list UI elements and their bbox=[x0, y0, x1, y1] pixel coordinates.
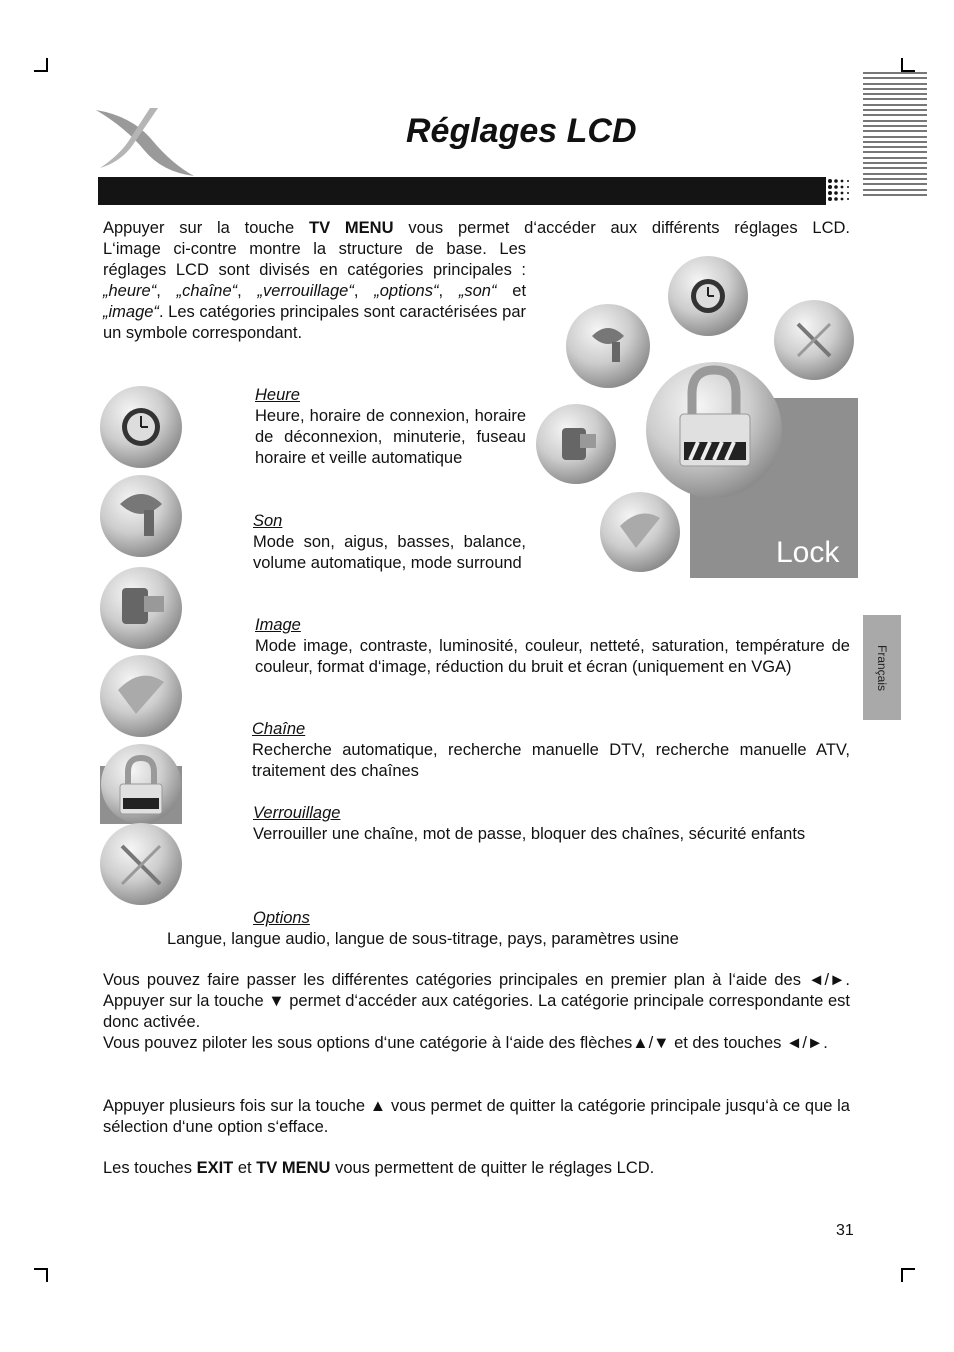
menu-structure-diagram bbox=[532, 256, 858, 578]
category-title: Son bbox=[253, 512, 283, 530]
category-icon-column bbox=[98, 384, 184, 908]
sub-options-paragraph: Vous pouvez piloter les sous options d‘une catégorie à l‘aide des flèches▲/▼ et des touches ◄/►. bbox=[103, 1034, 828, 1052]
intro-p2-et: et bbox=[512, 282, 527, 300]
clock-icon bbox=[100, 386, 182, 468]
intro-p2-options: „options“ bbox=[374, 282, 439, 300]
category-heure bbox=[255, 385, 526, 469]
intro-p2-son: „son“ bbox=[458, 282, 497, 300]
tv-menu-key: TV MENU bbox=[256, 1159, 331, 1177]
intro-paragraph: L‘image ci-contre montre la structure de base. Les réglages LCD sont divisés en catégories principales : „heure“, „chaîne“, „verrouillage“, „options“, „son“ et „image“. Les catégories principales sont caractérisées par un symbole correspondant. bbox=[103, 240, 527, 342]
category-options bbox=[253, 908, 850, 929]
page-number: 31 bbox=[836, 1222, 854, 1239]
crop-mark-bottom-right bbox=[901, 1268, 915, 1282]
lock-label: Lock bbox=[776, 536, 840, 569]
crop-mark-top-left bbox=[34, 58, 48, 72]
category-chaine bbox=[252, 719, 850, 782]
category-verrouillage bbox=[253, 803, 850, 845]
exit-category-paragraph: Appuyer plusieurs fois sur la touche ▲ vous permet de quitter la catégorie principale jusqu‘à ce que la sélection d‘une option s‘efface. bbox=[103, 1097, 850, 1136]
category-image bbox=[255, 615, 850, 678]
category-title: Heure bbox=[255, 386, 300, 404]
language-tab bbox=[863, 615, 901, 720]
intro-p2-text-end: . Les catégories principales sont caractérisées par un symbole correspondant. bbox=[103, 303, 526, 342]
intro-p2-heure: „heure“ bbox=[103, 282, 157, 300]
padlock-icon bbox=[100, 744, 182, 824]
category-title: Image bbox=[255, 616, 301, 634]
crop-mark-bottom-left bbox=[34, 1268, 48, 1282]
intro-p2-verrouillage: „verrouillage“ bbox=[257, 282, 354, 300]
category-description: Mode image, contraste, luminosité, couleur, netteté, saturation, température de couleur, format d‘image, réduction du bruit et écran (uniquement en VGA) bbox=[255, 637, 850, 676]
tv-menu-key: TV MENU bbox=[309, 219, 394, 237]
intro-text: Appuyer sur la touche bbox=[103, 219, 295, 237]
page-title: Réglages LCD bbox=[406, 112, 637, 150]
category-description: Recherche automatique, recherche manuelle DTV, recherche manuelle ATV, traitement des chaînes bbox=[252, 741, 850, 780]
navigation-paragraph: Vous pouvez faire passer les différentes catégories principales en premier plan à l‘aide des ◄/►. Appuyer sur la touche ▼ permet d‘accéder aux catégories. La catégorie principale correspondante est donc activée. bbox=[103, 971, 850, 1031]
brand-logo bbox=[92, 106, 196, 180]
category-description: Heure, horaire de connexion, horaire de déconnexion, minuterie, fuseau horaire et veille automatique bbox=[255, 407, 526, 467]
category-title: Options bbox=[253, 909, 310, 927]
decorative-stripes bbox=[863, 72, 927, 200]
exit-text-et: et bbox=[237, 1159, 252, 1177]
camera-icon bbox=[100, 567, 182, 649]
category-description: Verrouiller une chaîne, mot de passe, bloquer des chaînes, sécurité enfants bbox=[253, 825, 806, 843]
intro-line bbox=[103, 218, 850, 239]
intro-text-2: vous permet d‘accéder aux différents réglages LCD. bbox=[408, 219, 850, 237]
header-band-dots bbox=[816, 177, 854, 205]
intro-p2-image: „image“ bbox=[103, 303, 159, 321]
sound-bubble bbox=[566, 304, 650, 388]
exit-text-end: vous permettent de quitter le réglages LCD. bbox=[335, 1159, 655, 1177]
intro-p2-chaine: „chaîne“ bbox=[176, 282, 238, 300]
category-description: Mode son, aigus, basses, balance, volume automatique, mode surround bbox=[253, 533, 526, 572]
crop-mark-top-right bbox=[901, 58, 915, 72]
category-title: Verrouillage bbox=[253, 804, 341, 822]
category-son bbox=[253, 511, 526, 574]
tools-icon bbox=[100, 823, 182, 905]
intro-p2-text: L‘image ci-contre montre la structure de base. Les réglages LCD sont divisés en catégories principales : bbox=[103, 240, 526, 279]
header-band bbox=[98, 177, 828, 205]
sound-icon bbox=[100, 475, 182, 557]
satellite-dish-icon bbox=[100, 655, 182, 737]
exit-text: Les touches bbox=[103, 1159, 192, 1177]
language-tab-label: Français bbox=[875, 644, 889, 691]
category-title: Chaîne bbox=[252, 720, 306, 738]
category-options-description: Langue, langue audio, langue de sous-titrage, pays, paramètres usine bbox=[167, 930, 679, 948]
exit-menu-paragraph bbox=[103, 1158, 850, 1179]
exit-key: EXIT bbox=[196, 1159, 234, 1177]
